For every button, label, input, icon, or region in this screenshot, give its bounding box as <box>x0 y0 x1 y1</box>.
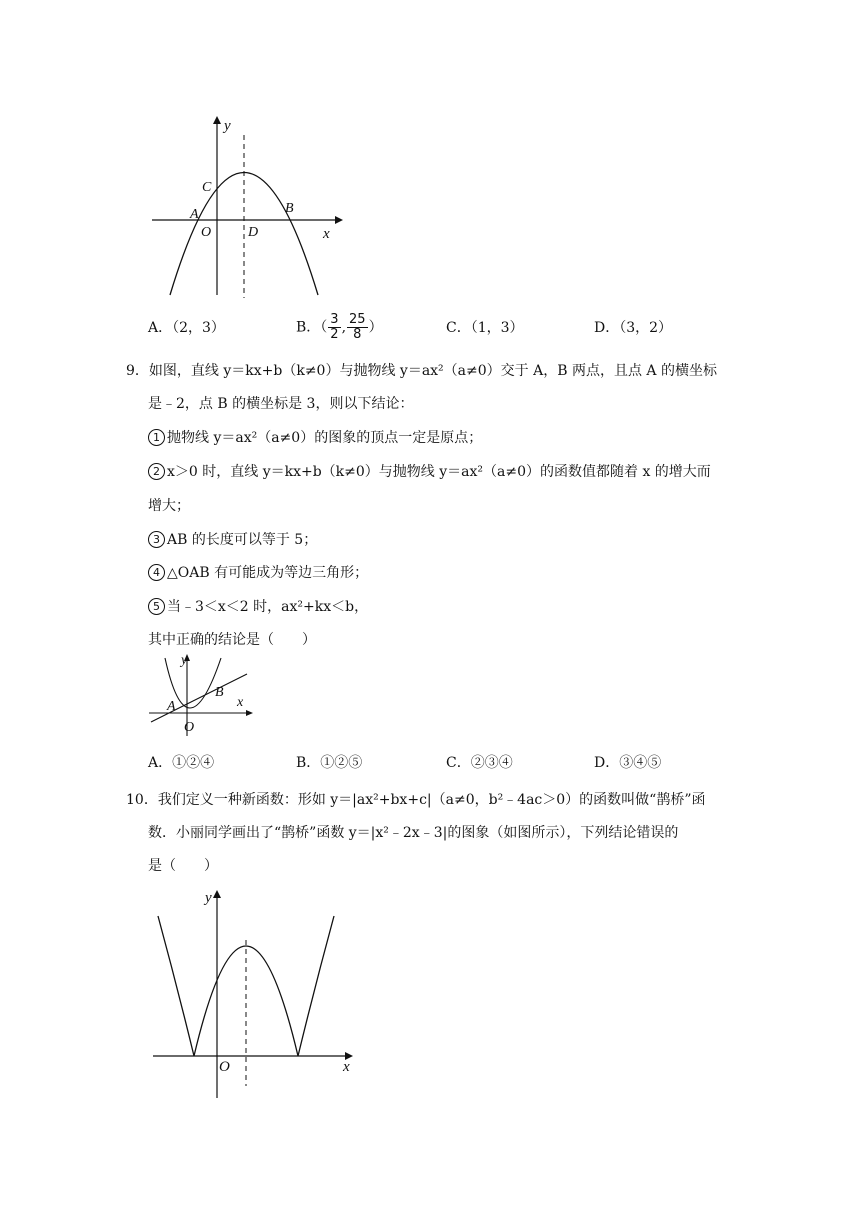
q9-option-a[interactable]: A．①②④ <box>148 755 215 771</box>
label-o: O <box>219 1059 230 1075</box>
circled-number-3: 3 <box>148 531 165 548</box>
q10-line-2: 数．小丽同学画出了“鹊桥”函数 y＝|x²﹣2x﹣3|的图象（如图所示），下列结论错误的 <box>148 825 679 841</box>
fraction-25-8: $\frac{25}{8}$ <box>349 312 366 342</box>
label-o: O <box>184 720 195 735</box>
label-b: B <box>285 201 294 216</box>
figure-magpie-bridge <box>145 880 365 1105</box>
q9-ask: 其中正确的结论是（ ） <box>148 632 316 648</box>
label-x: x <box>237 695 244 710</box>
label-o: O <box>201 225 212 240</box>
q8-option-b[interactable]: B．（ $\frac{3}{2}$ , $\frac{25}{8}$ ） <box>296 312 383 342</box>
q9-option-d[interactable]: D．③④⑤ <box>594 755 662 771</box>
y-axis-arrow <box>213 116 221 124</box>
y-axis-arrow <box>213 890 221 898</box>
label-x: x <box>343 1059 350 1075</box>
straight-line <box>151 674 247 722</box>
label-x: x <box>323 226 330 242</box>
q9-option-c[interactable]: C．②③④ <box>446 755 513 771</box>
q8-option-a[interactable]: A．（2，3） <box>148 320 225 336</box>
q9-statement-4: 4 △OAB 有可能成为等边三角形； <box>148 563 368 583</box>
label-y: y <box>181 653 188 668</box>
label-b: B <box>215 685 224 700</box>
q9-statement-2: 2 x＞0 时，直线 y＝kx+b（k≠0）与抛物线 y＝ax²（a≠0）的函数值都随着 x 的增大而 <box>148 462 711 482</box>
circled-number-5: 5 <box>148 598 165 615</box>
x-axis-arrow <box>246 710 253 716</box>
label-d: D <box>248 225 259 240</box>
label-c: C <box>202 180 212 195</box>
q9-statement-3: 3 AB 的长度可以等于 5； <box>148 530 317 550</box>
q8-option-c[interactable]: C．（1，3） <box>446 320 524 336</box>
q9-statement-1: 1 抛物线 y＝ax²（a≠0）的图象的顶点一定是原点； <box>148 428 482 448</box>
figure-parabola-abcd <box>140 110 350 300</box>
q9-line-1: 9．如图，直线 y＝kx+b（k≠0）与抛物线 y＝ax²（a≠0）交于 A，B 两点，且点 A 的横坐标 <box>126 363 717 379</box>
circled-number-4: 4 <box>148 564 165 581</box>
q8-option-d[interactable]: D．（3，2） <box>594 320 673 336</box>
q9-statement-2-cont: 增大； <box>148 498 190 514</box>
label-y: y <box>224 118 231 134</box>
x-axis-arrow <box>335 216 343 224</box>
q9-option-b[interactable]: B．①②⑤ <box>296 755 363 771</box>
label-a: A <box>190 207 199 222</box>
figure-line-parabola <box>145 650 260 740</box>
label-y: y <box>205 890 212 906</box>
q10-line-1: 10．我们定义一种新函数：形如 y＝|ax²+bx+c|（a≠0，b²﹣4ac＞0）的函数叫做“鹊桥”函 <box>126 792 706 808</box>
circled-number-1: 1 <box>148 429 165 446</box>
label-a: A <box>167 699 176 714</box>
fraction-3-2: $\frac{3}{2}$ <box>330 312 339 342</box>
q9-line-2: 是﹣2，点 B 的横坐标是 3，则以下结论： <box>148 396 414 412</box>
q10-line-3: 是（ ） <box>148 858 218 874</box>
circled-number-2: 2 <box>148 463 165 480</box>
q9-statement-5: 5 当﹣3＜x＜2 时，ax²+kx＜b， <box>148 597 368 617</box>
